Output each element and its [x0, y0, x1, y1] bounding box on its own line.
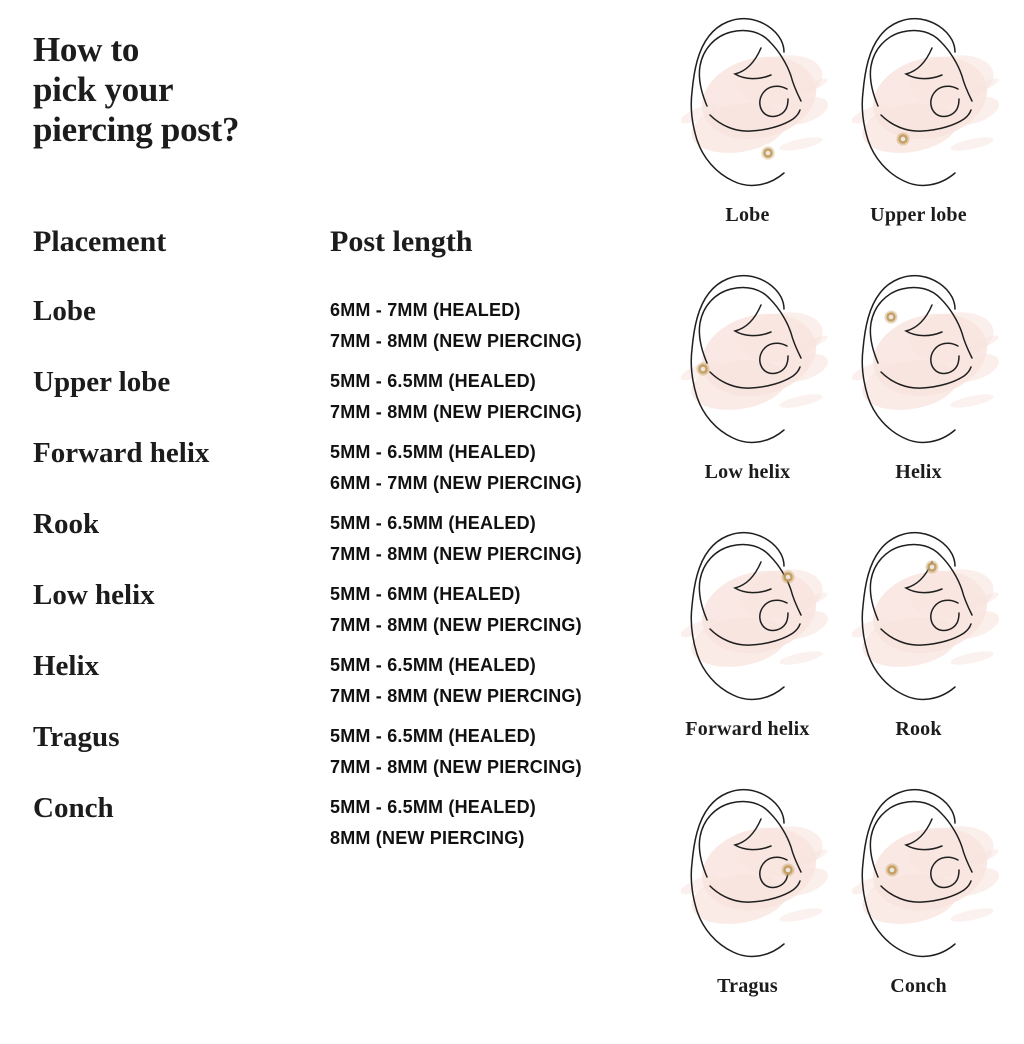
post-length-column-header: Post length — [330, 225, 473, 258]
placement-label: Upper lobe — [33, 366, 171, 398]
ear-illustration — [681, 273, 831, 458]
ear-illustration — [681, 787, 831, 972]
post-length-cell — [330, 295, 658, 357]
table-row — [33, 366, 658, 428]
watercolor-wash — [852, 816, 1002, 930]
post-length-cell — [330, 508, 658, 570]
table-header — [33, 224, 658, 260]
ear-cell — [662, 787, 833, 1044]
ear-cell — [833, 16, 1004, 273]
post-length-cell — [330, 650, 658, 712]
post-length-new: 7MM - 8MM (NEW PIERCING) — [330, 615, 582, 635]
watercolor-wash — [681, 559, 831, 673]
ear-label: Rook — [895, 718, 942, 740]
piercing-stud — [896, 132, 909, 145]
post-length-new: 7MM - 8MM (NEW PIERCING) — [330, 331, 582, 351]
post-length-healed: 5MM - 6.5MM (HEALED) — [330, 442, 536, 462]
table-row — [33, 579, 658, 641]
placement-label: Forward helix — [33, 437, 210, 469]
page-title-line-2: pick your — [33, 70, 174, 109]
ear-illustration — [852, 787, 1002, 972]
table-row — [33, 437, 658, 499]
placement-label: Tragus — [33, 721, 120, 753]
table-row — [33, 295, 658, 357]
table-row — [33, 792, 658, 854]
placement-label: Rook — [33, 508, 100, 540]
post-length-new: 7MM - 8MM (NEW PIERCING) — [330, 544, 582, 564]
watercolor-wash — [852, 559, 1002, 673]
piercing-stud — [781, 570, 794, 583]
ear-illustration — [681, 530, 831, 715]
placement-label: Helix — [33, 650, 100, 682]
ear-illustration — [681, 16, 831, 201]
placement-label: Conch — [33, 792, 114, 824]
ear-illustration — [852, 273, 1002, 458]
page-title-line-1: How to — [33, 30, 140, 69]
post-length-healed: 5MM - 6.5MM (HEALED) — [330, 726, 536, 746]
ear-diagram-grid — [662, 16, 1004, 1044]
post-length-new: 6MM - 7MM (NEW PIERCING) — [330, 473, 582, 493]
ear-label: Tragus — [717, 975, 778, 997]
ear-label: Forward helix — [685, 718, 810, 740]
post-length-cell — [330, 792, 658, 854]
table-row — [33, 508, 658, 570]
post-length-new: 7MM - 8MM (NEW PIERCING) — [330, 402, 582, 422]
watercolor-wash — [852, 45, 1002, 159]
ear-illustration — [852, 530, 1002, 715]
post-length-healed: 5MM - 6.5MM (HEALED) — [330, 513, 536, 533]
ear-label: Conch — [890, 975, 947, 997]
ear-illustration — [852, 16, 1002, 201]
post-length-new: 7MM - 8MM (NEW PIERCING) — [330, 686, 582, 706]
post-length-new: 7MM - 8MM (NEW PIERCING) — [330, 757, 582, 777]
post-length-cell — [330, 366, 658, 428]
ear-cell — [662, 273, 833, 530]
piercing-stud — [925, 560, 938, 573]
placement-label: Lobe — [33, 295, 96, 327]
ear-cell — [833, 273, 1004, 530]
post-length-healed: 5MM - 6.5MM (HEALED) — [330, 797, 536, 817]
page-title-line-3: piercing post? — [33, 110, 240, 149]
watercolor-wash — [681, 816, 831, 930]
ear-cell — [662, 16, 833, 273]
piercing-stud — [884, 310, 897, 323]
ear-label: Low helix — [704, 461, 791, 483]
ear-label: Lobe — [725, 204, 770, 226]
ear-label: Upper lobe — [870, 204, 967, 226]
post-length-cell — [330, 721, 658, 783]
post-length-cell — [330, 579, 658, 641]
watercolor-wash — [681, 302, 831, 416]
post-length-healed: 5MM - 6.5MM (HEALED) — [330, 371, 536, 391]
post-length-table — [33, 224, 658, 854]
placement-label: Low helix — [33, 579, 155, 611]
post-length-cell — [330, 437, 658, 499]
post-length-new: 8MM (NEW PIERCING) — [330, 828, 525, 848]
piercing-stud — [781, 863, 794, 876]
table-row — [33, 650, 658, 712]
watercolor-wash — [681, 45, 831, 159]
post-length-healed: 5MM - 6.5MM (HEALED) — [330, 655, 536, 675]
post-length-healed: 5MM - 6MM (HEALED) — [330, 584, 521, 604]
piercing-stud — [885, 863, 898, 876]
ear-cell — [662, 530, 833, 787]
piercing-stud — [761, 146, 774, 159]
page-title — [33, 30, 239, 150]
watercolor-wash — [852, 302, 1002, 416]
post-length-healed: 6MM - 7MM (HEALED) — [330, 300, 521, 320]
table-row — [33, 721, 658, 783]
ear-label: Helix — [895, 461, 942, 483]
ear-cell — [833, 787, 1004, 1044]
ear-cell — [833, 530, 1004, 787]
piercing-stud — [696, 362, 709, 375]
placement-column-header: Placement — [33, 225, 167, 258]
